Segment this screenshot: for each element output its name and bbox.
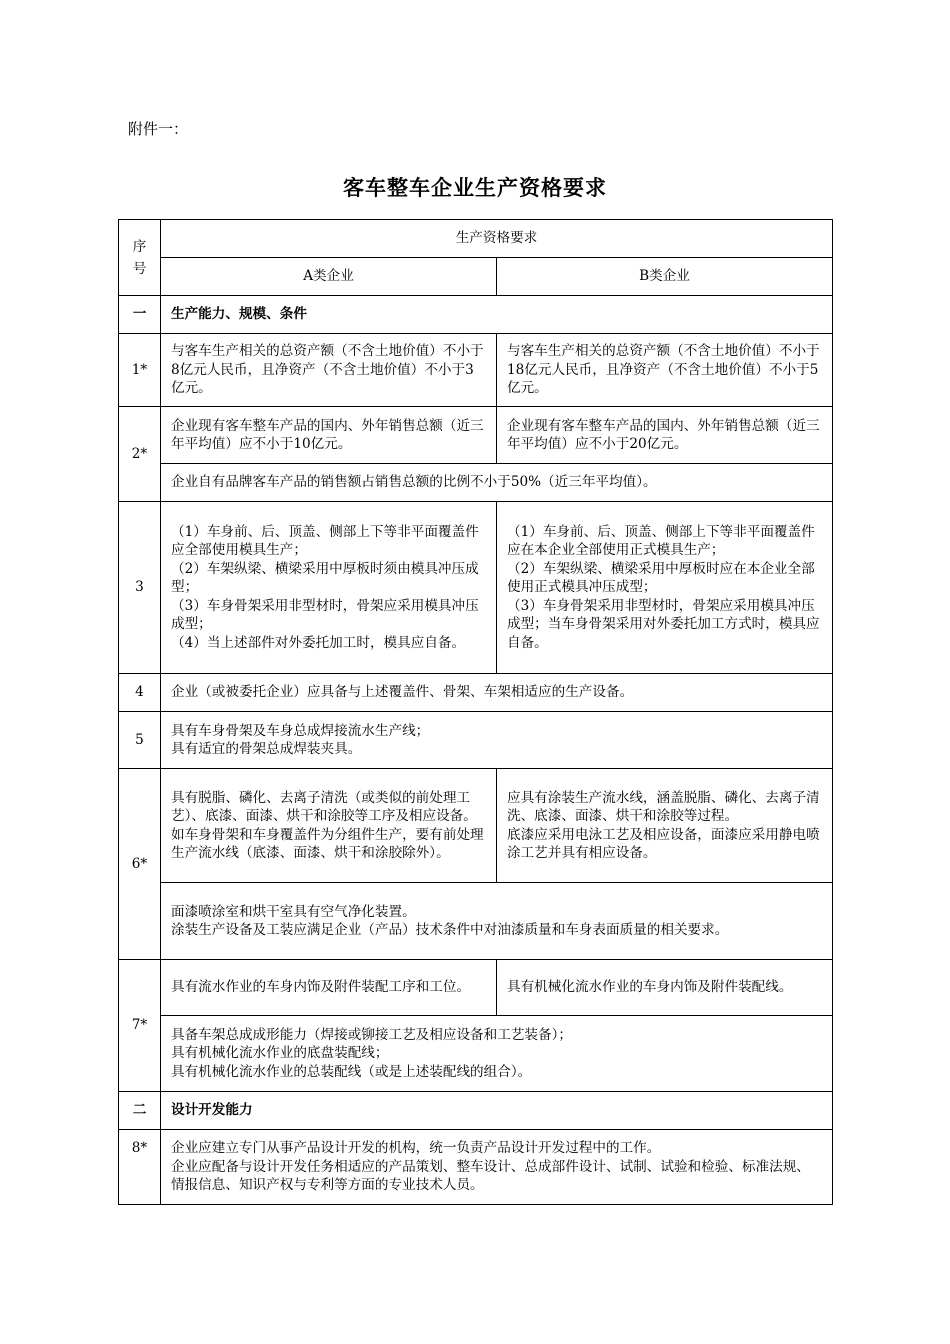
header-requirements: 生产资格要求 (161, 220, 833, 258)
list-item: （3）车身骨架采用非型材时，骨架应采用模具冲压成型； (171, 597, 479, 633)
row-num: 3 (119, 502, 161, 674)
annex-label: 附件一： (128, 120, 189, 138)
list-item: 具有适宜的骨架总成焊装夹具。 (171, 741, 362, 757)
row-num: 6* (119, 769, 161, 960)
section-label: 生产能力、规模、条件 (161, 296, 833, 334)
common-cell: 企业自有品牌客车产品的销售额占销售总额的比例不小于50%（近三年平均值）。 (161, 464, 833, 502)
table-row (119, 674, 833, 712)
table-row (119, 407, 833, 464)
class-b-cell (497, 769, 833, 883)
header-class-a: A类企业 (161, 258, 497, 296)
row-num: 8* (119, 1130, 161, 1205)
list-item: （4）当上述部件对外委托加工时，模具应自备。 (171, 634, 466, 651)
table-row (119, 712, 833, 769)
list-item: 应具有涂装生产流水线，涵盖脱脂、磷化、去离子清洗、底漆、面漆、烘干和涂胶等过程。 (507, 789, 820, 824)
class-a-cell: 企业现有客车整车产品的国内、外年销售总额（近三年平均值）应不小于10亿元。 (161, 407, 497, 464)
table-row (119, 334, 833, 407)
list-item: 具有机械化流水作业的总装配线（或是上述装配线的组合）。 (171, 1063, 532, 1080)
row-num: 1* (119, 334, 161, 407)
class-a-cell: 具有流水作业的车身内饰及附件装配工序和工位。 (161, 960, 497, 1016)
common-cell (161, 1016, 833, 1092)
list-item: 涂装生产设备及工装应满足企业（产品）技术条件中对油漆质量和车身表面质量的相关要求。 (171, 922, 729, 938)
list-item: （2）车架纵梁、横梁采用中厚板时应在本企业全部使用正式模具冲压成型； (507, 560, 815, 596)
class-a-cell: 与客车生产相关的总资产额（不含土地价值）不小于8亿元人民币，且净资产（不含土地价值）不小于3亿元。 (161, 334, 497, 407)
class-a-cell (161, 502, 497, 674)
row-num: 2* (119, 407, 161, 502)
common-cell (161, 712, 833, 769)
table-row (119, 502, 833, 674)
class-b-cell: 具有机械化流水作业的车身内饰及附件装配线。 (497, 960, 833, 1016)
list-item: （3）车身骨架采用非型材时，骨架应采用模具冲压成型；当车身骨架采用对外委托加工方式时，模具应自备。 (507, 597, 820, 651)
header-seq: 序号 (119, 220, 161, 296)
page-title: 客车整车企业生产资格要求 (343, 176, 607, 200)
section-label: 设计开发能力 (161, 1092, 833, 1130)
common-cell (161, 883, 833, 960)
header-class-b: B类企业 (497, 258, 833, 296)
list-item: 底漆应采用电泳工艺及相应设备，面漆应采用静电喷涂工艺并具有相应设备。 (507, 826, 820, 861)
common-cell: 企业（或被委托企业）应具备与上述覆盖件、骨架、车架相适应的生产设备。 (161, 674, 833, 712)
row-num: 5 (119, 712, 161, 769)
list-item: 具备车架总成成形能力（焊接或铆接工艺及相应设备和工艺装备）； (171, 1026, 573, 1043)
list-item: 具有机械化流水作业的底盘装配线； (171, 1045, 389, 1062)
list-item: 面漆喷涂室和烘干室具有空气净化装置。 (171, 903, 416, 920)
table-row (119, 960, 833, 1016)
table-row (119, 769, 833, 883)
list-item: （1）车身前、后、顶盖、侧部上下等非平面覆盖件应全部使用模具生产； (171, 523, 479, 559)
section-num: 二 (119, 1092, 161, 1130)
list-item: 具有车身骨架及车身总成焊接流水生产线； (171, 722, 430, 739)
row-num: 7* (119, 960, 161, 1092)
list-item: 企业应配备与设计开发任务相适应的产品策划、整车设计、总成部件设计、试制、试验和检验、标准法规、情报信息、知识产权与专利等方面的专业技术人员。 (171, 1158, 810, 1194)
class-b-cell: 与客车生产相关的总资产额（不含土地价值）不小于18亿元人民币，且净资产（不含土地价值）不小于5亿元。 (497, 334, 833, 407)
table-row (119, 1130, 833, 1205)
section-num: 一 (119, 296, 161, 334)
class-b-cell (497, 502, 833, 674)
class-a-cell: 具有脱脂、磷化、去离子清洗（或类似的前处理工艺）、底漆、面漆、烘干和涂胶等工序及相应设备。如车身骨架和车身覆盖件为分组件生产，要有前处理生产流水线（底漆、面漆、烘干和涂胶除外）。 (161, 769, 497, 883)
common-cell (161, 1130, 833, 1205)
row-num: 4 (119, 674, 161, 712)
requirements-table (118, 219, 833, 1205)
list-item: （1）车身前、后、顶盖、侧部上下等非平面覆盖件应在本企业全部使用正式模具生产； (507, 523, 815, 559)
list-item: 企业应建立专门从事产品设计开发的机构，统一负责产品设计开发过程中的工作。 (171, 1140, 661, 1157)
list-item: （2）车架纵梁、横梁采用中厚板时须由模具冲压成型； (171, 560, 479, 596)
class-b-cell: 企业现有客车整车产品的国内、外年销售总额（近三年平均值）应不小于20亿元。 (497, 407, 833, 464)
